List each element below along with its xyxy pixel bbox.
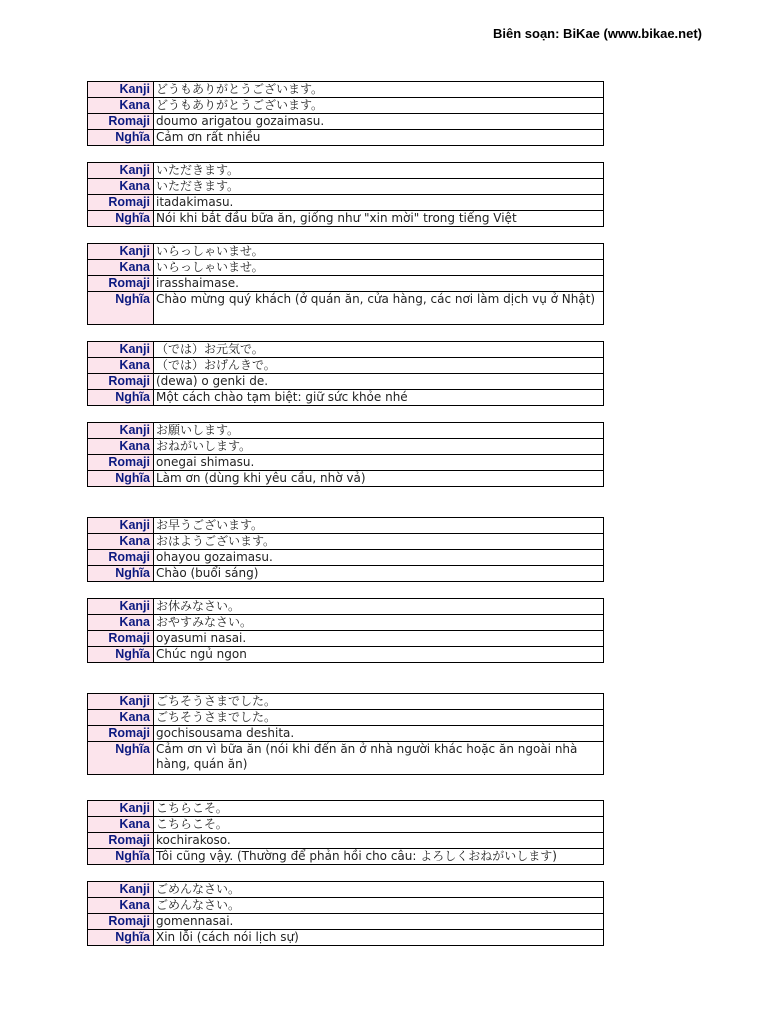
phrase-row-romaji	[88, 114, 604, 130]
phrase-row-romaji	[88, 550, 604, 566]
phrase-row-kana	[88, 179, 604, 195]
field-value-romaji: doumo arigatou gozaimasu.	[154, 114, 604, 130]
field-value-romaji: kochirakoso.	[154, 833, 604, 849]
field-label-romaji: Romaji	[88, 833, 154, 849]
phrase-row-romaji	[88, 455, 604, 471]
phrase-row-kanji	[88, 599, 604, 615]
phrase-row-kanji	[88, 801, 604, 817]
field-value-meaning: Một cách chào tạm biệt: giữ sức khỏe nhé	[154, 390, 604, 406]
field-label-romaji: Romaji	[88, 374, 154, 390]
phrase-row-meaning	[88, 292, 604, 325]
phrase-row-kanji	[88, 163, 604, 179]
phrase-card	[87, 800, 604, 865]
phrase-row-romaji	[88, 374, 604, 390]
field-label-kanji: Kanji	[88, 342, 154, 358]
field-label-romaji: Romaji	[88, 276, 154, 292]
field-value-romaji: ohayou gozaimasu.	[154, 550, 604, 566]
field-label-kana: Kana	[88, 817, 154, 833]
phrase-row-kana	[88, 534, 604, 550]
field-label-kana: Kana	[88, 898, 154, 914]
field-value-meaning: Cảm ơn vì bữa ăn (nói khi đến ăn ở nhà người khác hoặc ăn ngoài nhà hàng, quán ăn)	[154, 742, 604, 775]
field-label-romaji: Romaji	[88, 726, 154, 742]
field-value-kana: おはようございます。	[154, 534, 604, 550]
field-value-kana: おやすみなさい。	[154, 615, 604, 631]
phrase-row-kana	[88, 98, 604, 114]
field-label-kanji: Kanji	[88, 163, 154, 179]
field-label-meaning: Nghĩa	[88, 211, 154, 227]
field-label-kana: Kana	[88, 358, 154, 374]
field-value-romaji: irasshaimase.	[154, 276, 604, 292]
phrase-row-meaning	[88, 211, 604, 227]
phrase-row-kanji	[88, 244, 604, 260]
phrase-row-meaning	[88, 742, 604, 775]
field-value-kana: こちらこそ。	[154, 817, 604, 833]
field-label-kanji: Kanji	[88, 694, 154, 710]
field-value-kanji: ごちそうさまでした。	[154, 694, 604, 710]
phrase-row-kana	[88, 710, 604, 726]
field-value-meaning: Làm ơn (dùng khi yêu cầu, nhờ vả)	[154, 471, 604, 487]
field-label-kana: Kana	[88, 534, 154, 550]
field-value-meaning: Chúc ngủ ngon	[154, 647, 604, 663]
field-label-kanji: Kanji	[88, 801, 154, 817]
phrase-row-meaning	[88, 566, 604, 582]
phrase-row-meaning	[88, 647, 604, 663]
field-value-romaji: itadakimasu.	[154, 195, 604, 211]
phrase-row-kanji	[88, 82, 604, 98]
field-value-kanji: いただきます。	[154, 163, 604, 179]
phrase-row-kanji	[88, 694, 604, 710]
field-label-meaning: Nghĩa	[88, 471, 154, 487]
phrase-row-kana	[88, 358, 604, 374]
field-value-romaji: (dewa) o genki de.	[154, 374, 604, 390]
phrase-card	[87, 598, 604, 663]
author-credit: Biên soạn: BiKae (www.bikae.net)	[492, 26, 702, 41]
field-label-romaji: Romaji	[88, 631, 154, 647]
field-value-kanji: お願いします。	[154, 423, 604, 439]
phrase-row-meaning	[88, 130, 604, 146]
field-label-kana: Kana	[88, 179, 154, 195]
phrase-row-kana	[88, 260, 604, 276]
phrase-row-kanji	[88, 518, 604, 534]
phrase-row-romaji	[88, 631, 604, 647]
field-label-kanji: Kanji	[88, 82, 154, 98]
field-label-kanji: Kanji	[88, 882, 154, 898]
field-value-kanji: いらっしゃいませ。	[154, 244, 604, 260]
field-value-romaji: gomennasai.	[154, 914, 604, 930]
field-value-kana: （では）おげんきで。	[154, 358, 604, 374]
field-value-kana: おねがいします。	[154, 439, 604, 455]
phrase-card	[87, 517, 604, 582]
phrase-row-romaji	[88, 276, 604, 292]
field-label-romaji: Romaji	[88, 550, 154, 566]
field-label-kana: Kana	[88, 710, 154, 726]
field-value-meaning: Tôi cũng vậy. (Thường để phản hồi cho câu: よろしくおねがいします)	[154, 849, 604, 865]
field-label-meaning: Nghĩa	[88, 390, 154, 406]
field-value-kanji: どうもありがとうございます。	[154, 82, 604, 98]
field-label-kanji: Kanji	[88, 423, 154, 439]
field-label-meaning: Nghĩa	[88, 849, 154, 865]
phrase-row-kanji	[88, 882, 604, 898]
field-value-romaji: gochisousama deshita.	[154, 726, 604, 742]
field-label-meaning: Nghĩa	[88, 566, 154, 582]
field-value-meaning: Chào mừng quý khách (ở quán ăn, cửa hàng, các nơi làm dịch vụ ở Nhật)	[154, 292, 604, 325]
phrase-row-romaji	[88, 195, 604, 211]
phrase-card	[87, 693, 604, 775]
field-value-meaning: Xin lỗi (cách nói lịch sự)	[154, 930, 604, 946]
field-label-meaning: Nghĩa	[88, 130, 154, 146]
phrase-row-romaji	[88, 833, 604, 849]
phrase-row-kanji	[88, 342, 604, 358]
phrase-row-kana	[88, 439, 604, 455]
field-value-kanji: ごめんなさい。	[154, 882, 604, 898]
field-value-kana: どうもありがとうございます。	[154, 98, 604, 114]
field-label-kana: Kana	[88, 439, 154, 455]
phrase-row-kana	[88, 615, 604, 631]
phrase-card	[87, 422, 604, 487]
phrase-card	[87, 243, 604, 325]
field-value-romaji: oyasumi nasai.	[154, 631, 604, 647]
field-label-kana: Kana	[88, 98, 154, 114]
field-label-meaning: Nghĩa	[88, 647, 154, 663]
field-label-romaji: Romaji	[88, 455, 154, 471]
field-label-romaji: Romaji	[88, 114, 154, 130]
field-label-kanji: Kanji	[88, 599, 154, 615]
field-value-kana: いらっしゃいませ。	[154, 260, 604, 276]
field-value-kana: ごちそうさまでした。	[154, 710, 604, 726]
field-label-kana: Kana	[88, 615, 154, 631]
field-value-meaning: Nói khi bắt đầu bữa ăn, giống như "xin mời" trong tiếng Việt	[154, 211, 604, 227]
field-value-kanji: お休みなさい。	[154, 599, 604, 615]
field-value-kana: いただきます。	[154, 179, 604, 195]
phrase-row-meaning	[88, 471, 604, 487]
field-label-meaning: Nghĩa	[88, 930, 154, 946]
field-value-kanji: こちらこそ。	[154, 801, 604, 817]
phrase-row-romaji	[88, 914, 604, 930]
field-value-romaji: onegai shimasu.	[154, 455, 604, 471]
phrase-row-kana	[88, 898, 604, 914]
phrase-row-meaning	[88, 849, 604, 865]
phrase-card	[87, 341, 604, 406]
phrase-row-kana	[88, 817, 604, 833]
phrase-row-meaning	[88, 930, 604, 946]
phrase-row-romaji	[88, 726, 604, 742]
field-label-meaning: Nghĩa	[88, 742, 154, 775]
phrase-card	[87, 81, 604, 146]
field-label-meaning: Nghĩa	[88, 292, 154, 325]
field-value-kanji: お早うございます。	[154, 518, 604, 534]
field-value-kanji: （では）お元気で。	[154, 342, 604, 358]
field-label-romaji: Romaji	[88, 195, 154, 211]
field-label-romaji: Romaji	[88, 914, 154, 930]
field-value-kana: ごめんなさい。	[154, 898, 604, 914]
phrase-card	[87, 881, 604, 946]
phrase-row-kanji	[88, 423, 604, 439]
field-value-meaning: Chào (buổi sáng)	[154, 566, 604, 582]
field-value-meaning: Cảm ơn rất nhiều	[154, 130, 604, 146]
phrase-row-meaning	[88, 390, 604, 406]
phrase-card	[87, 162, 604, 227]
field-label-kanji: Kanji	[88, 518, 154, 534]
field-label-kana: Kana	[88, 260, 154, 276]
field-label-kanji: Kanji	[88, 244, 154, 260]
